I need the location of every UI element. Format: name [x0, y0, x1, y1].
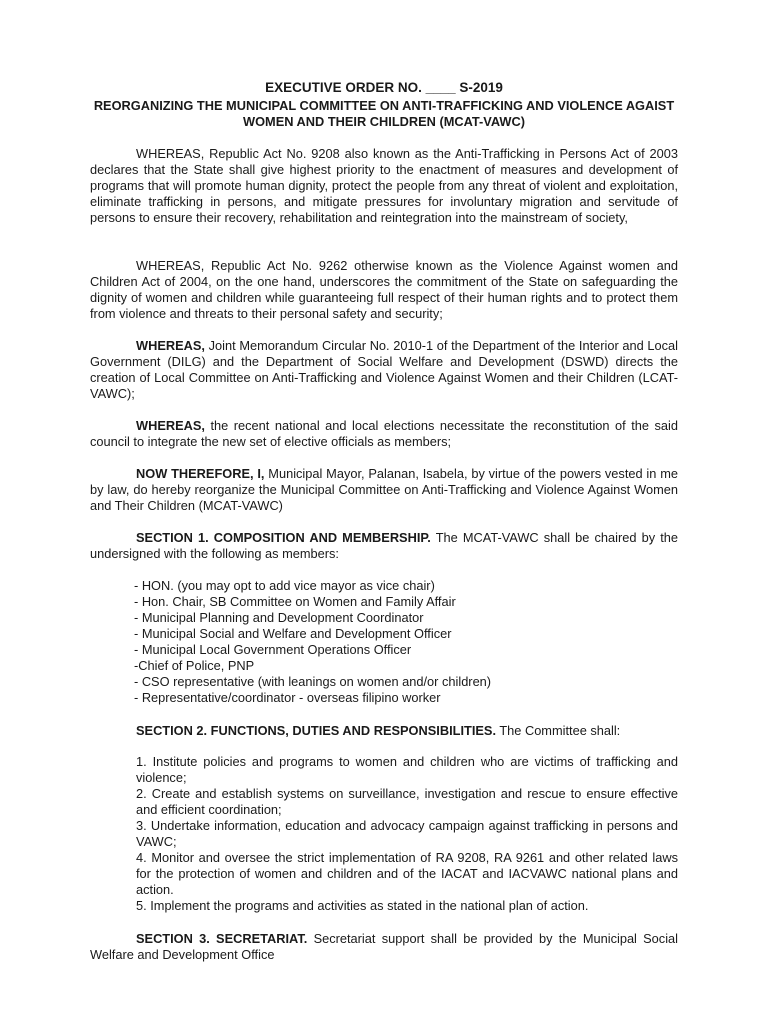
now-therefore-lead: NOW THEREFORE, I,	[136, 466, 265, 481]
whereas-body: Joint Memorandum Circular No. 2010-1 of the Department of the Interior and Local Government (DILG) and the Department of Social Welfare and Development (DSWD) directs the creation of Local Committee on Anti-Trafficking and Violence Against Women and their Children (LCAT-VAWC);	[90, 338, 678, 401]
list-item: 4. Monitor and oversee the strict implementation of RA 9208, RA 9261 and other related laws for the protection of women and children and of the IACAT and IACVAWC national plans and action.	[136, 850, 678, 897]
list-item: 1. Institute policies and programs to women and children who are victims of trafficking and violence;	[136, 754, 678, 785]
list-item: - Municipal Social and Welfare and Development Officer	[134, 626, 452, 641]
list-item: - Representative/coordinator - overseas filipino worker	[134, 690, 441, 705]
whereas-paragraph-1: WHEREAS, Republic Act No. 9208 also known as the Anti-Trafficking in Persons Act of 2003 declares that the State shall give highest priority to the enactment of measures and development of programs that will promote human dignity, protect the people from any threat of violent and exploitation, eliminate trafficking in persons, and mitigate pressures for involuntary migration and servitude of persons to ensure their recovery, rehabilitation and reintegration into the mainstream of society,	[90, 146, 678, 225]
whereas-paragraph-3	[90, 338, 678, 402]
list-item: - Municipal Planning and Development Coordinator	[134, 610, 424, 625]
list-item: 3. Undertake information, education and advocacy campaign against trafficking in persons and VAWC;	[136, 818, 678, 849]
section-2-heading: SECTION 2. FUNCTIONS, DUTIES AND RESPONSIBILITIES.	[136, 723, 497, 738]
section-2-paragraph	[90, 723, 678, 739]
list-item: - Hon. Chair, SB Committee on Women and Family Affair	[134, 594, 456, 609]
list-item: - CSO representative (with leanings on women and/or children)	[134, 674, 492, 689]
section-2-body: The Committee shall:	[496, 723, 621, 738]
whereas-paragraph-2: WHEREAS, Republic Act No. 9262 otherwise known as the Violence Against women and Children Act of 2004, on the one hand, underscores the commitment of the State on safeguarding the dignity of women and children while guaranteeing full respect of their human rights and to protect them from violence and threats to their personal safety and security;	[90, 258, 678, 321]
now-therefore-paragraph	[90, 466, 678, 514]
now-therefore-body: Municipal Mayor, Palanan, Isabela, by virtue of the powers vested in me by law, do hereby reorganize the Municipal Committee on Anti-Trafficking and Violence Against Women and Their Children (MCAT-VAWC)	[90, 466, 678, 513]
list-item: 2. Create and establish systems on surveillance, investigation and rescue to ensure effective and efficient coordination;	[136, 786, 678, 817]
list-item: - HON. (you may opt to add vice mayor as vice chair)	[134, 578, 435, 593]
section-3-paragraph	[90, 931, 678, 963]
whereas-paragraph-4	[90, 418, 678, 450]
order-subtitle: REORGANIZING THE MUNICIPAL COMMITTEE ON ANTI-TRAFFICKING AND VIOLENCE AGAIST WOMEN AND THEIR CHILDREN (MCAT-VAWC)	[93, 98, 675, 129]
section-1-heading: SECTION 1. COMPOSITION AND MEMBERSHIP.	[136, 530, 431, 545]
whereas-body: the recent national and local elections necessitate the reconstitution of the said council to integrate the new set of elective officials as members;	[90, 418, 678, 449]
section-1-body: The MCAT-VAWC shall be chaired by the undersigned with the following as members:	[90, 530, 678, 561]
section-3-body: Secretariat support shall be provided by the Municipal Social Welfare and Development Office	[90, 931, 679, 962]
order-title: EXECUTIVE ORDER NO. ____ S-2019	[265, 80, 503, 95]
whereas-lead: WHEREAS,	[136, 418, 205, 433]
members-list	[90, 578, 678, 706]
section-1-paragraph	[90, 530, 678, 562]
list-item: 5. Implement the programs and activities as stated in the national plan of action.	[136, 898, 589, 913]
functions-list	[136, 754, 678, 914]
list-item: - Municipal Local Government Operations Officer	[134, 642, 412, 657]
whereas-lead: WHEREAS,	[136, 338, 205, 353]
list-item: -Chief of Police, PNP	[134, 658, 255, 673]
section-3-heading: SECTION 3. SECRETARIAT.	[136, 931, 308, 946]
